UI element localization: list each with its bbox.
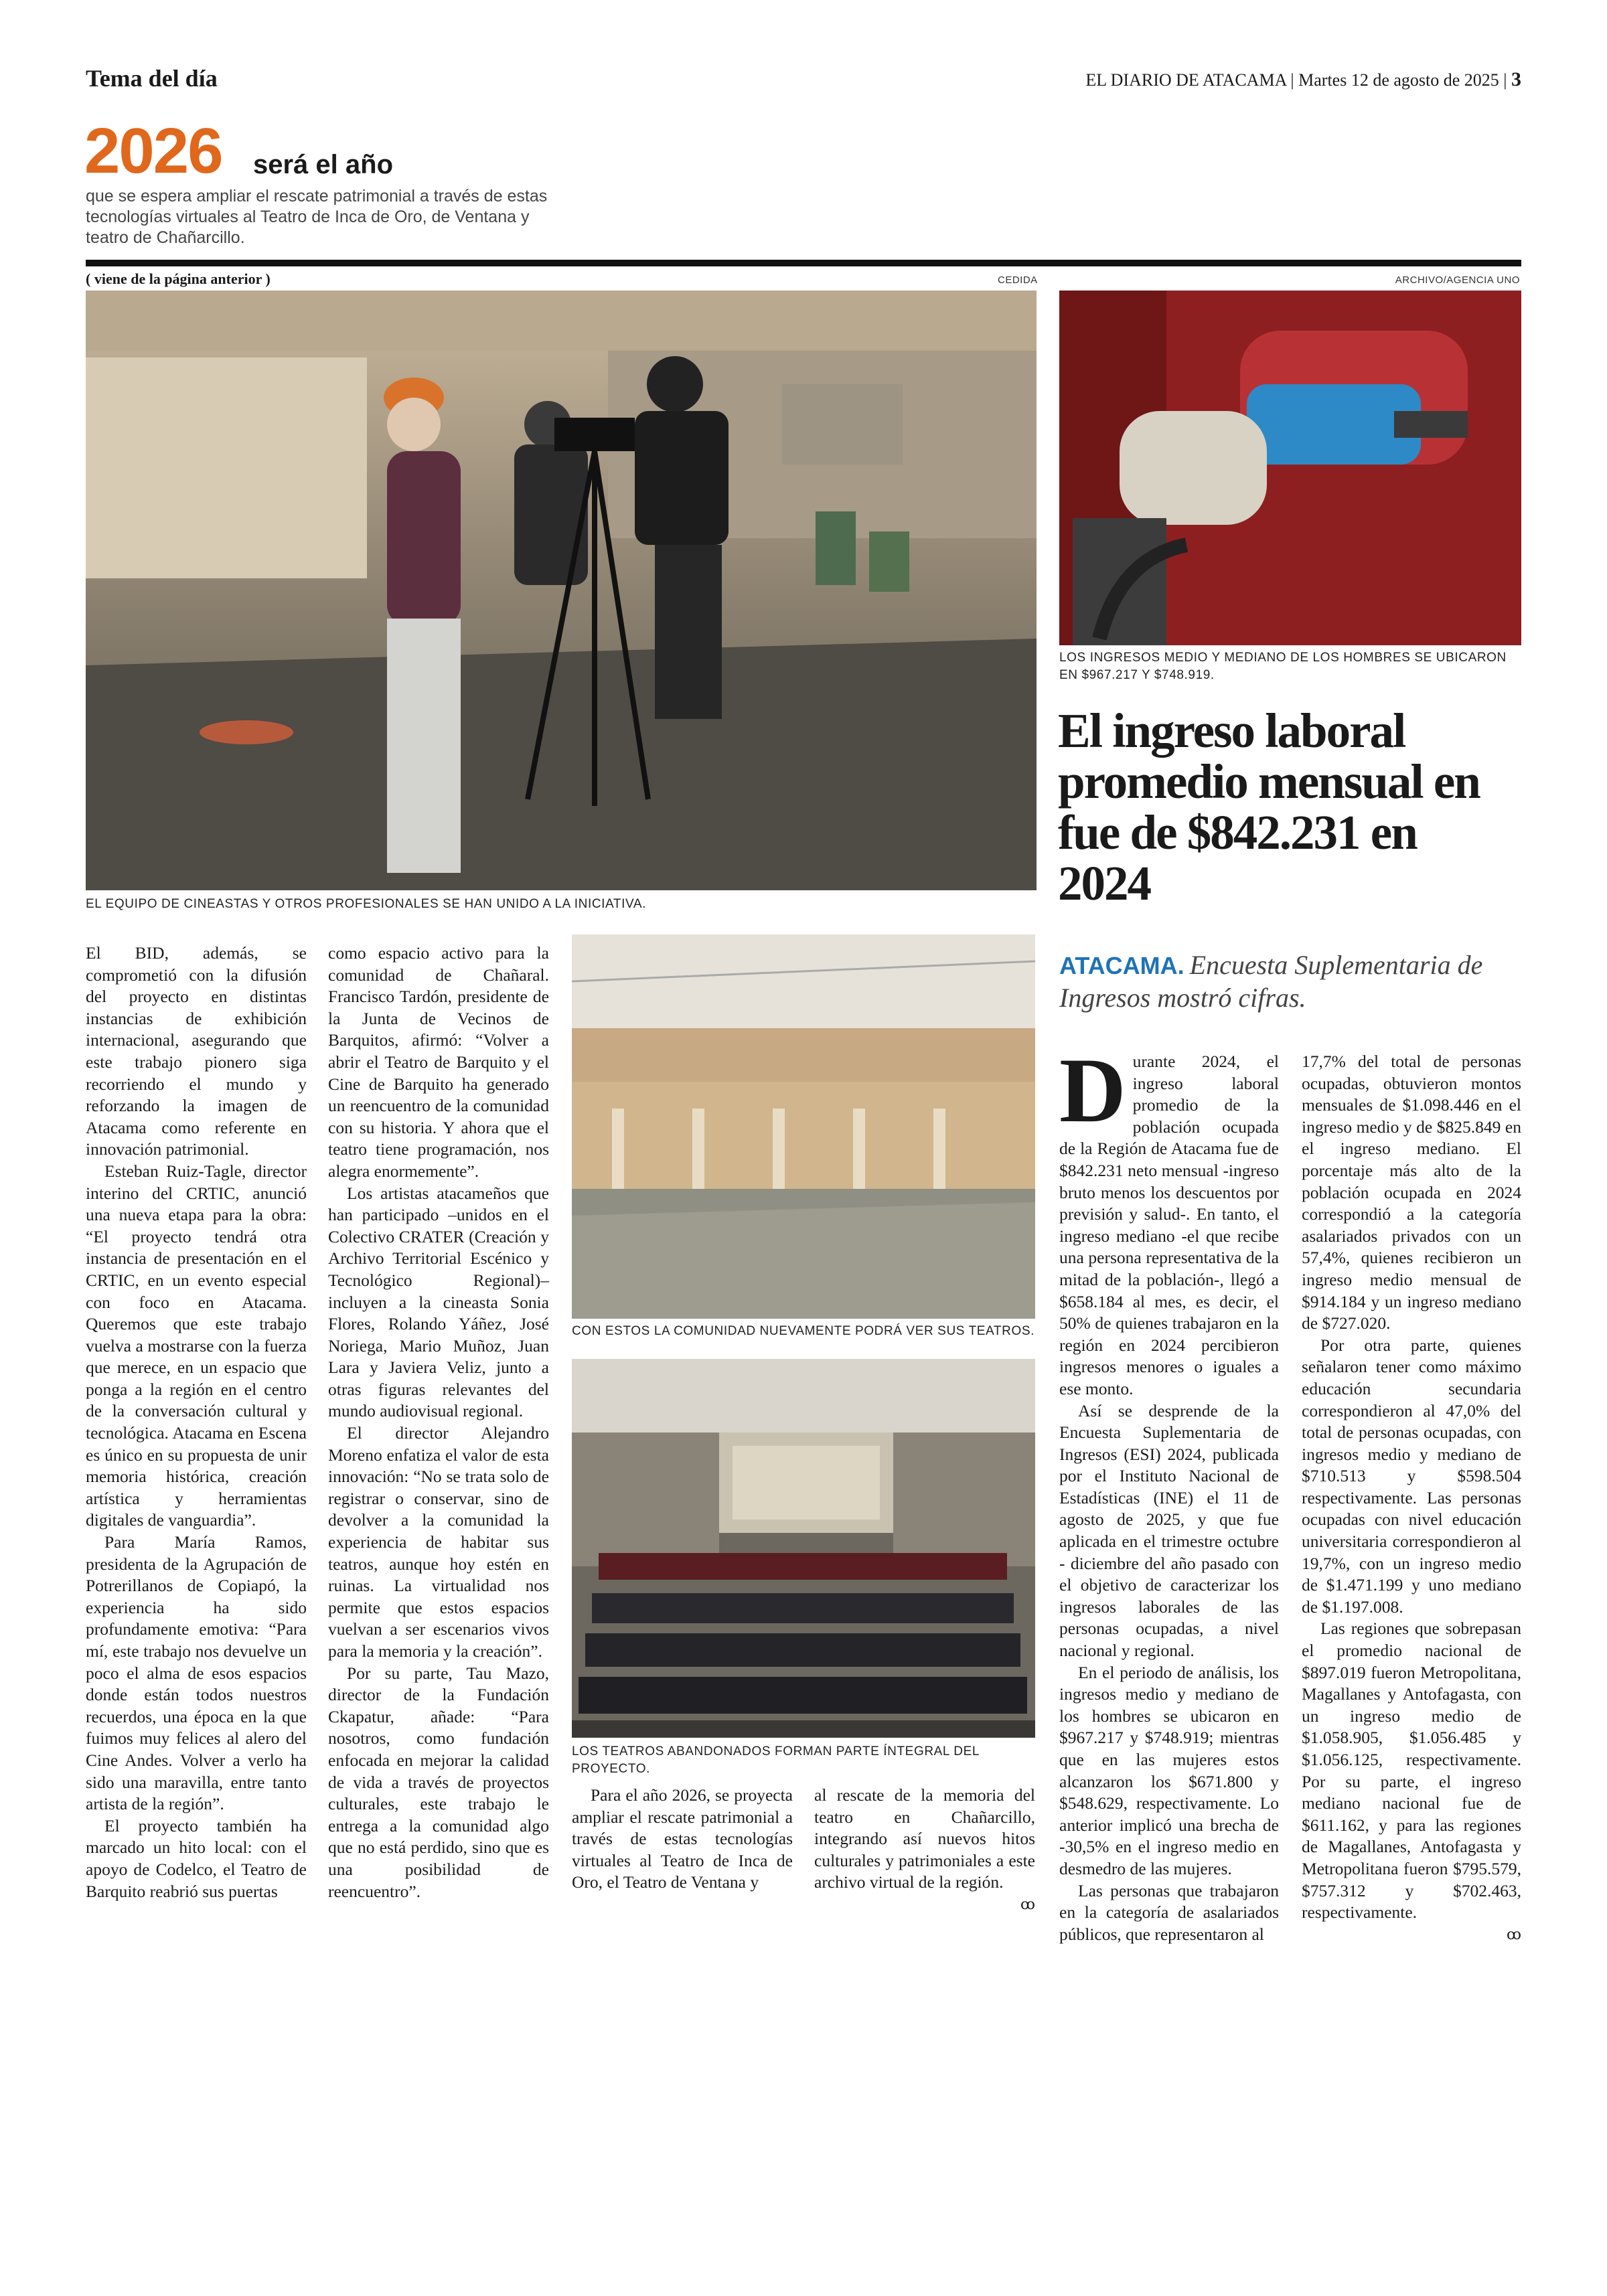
deck-text: Encuesta Suplementaria de Ingresos mostró cifras. bbox=[1059, 950, 1483, 1013]
kicker-year: 2026 bbox=[84, 115, 222, 187]
continued-note: ( viene de la página anterior ) bbox=[86, 270, 271, 287]
end-mark-icon: ꝏ bbox=[1507, 1925, 1521, 1943]
paragraph: Por otra parte, quienes señalaron tener como máximo educación secundaria correspondieron al 47,0% del total de personas ocupadas, con ingresos medio y mediano de $710.513 y $598.504 respectivamente. Las personas ocupadas con nivel educación universitaria correspondieron al 19,7%, con un ingreso medio de $1.471.199 y uno mediano de $1.197.008. bbox=[1302, 1335, 1521, 1617]
masthead bbox=[1085, 68, 1521, 91]
left-story-column-4 bbox=[814, 1785, 1035, 1916]
right-story-column-2 bbox=[1302, 1051, 1521, 1945]
end-mark-icon: ꝏ bbox=[1020, 1895, 1035, 1912]
photo-credit-main: CEDIDA bbox=[998, 274, 1038, 286]
newspaper-name: EL DIARIO DE ATACAMA bbox=[1085, 70, 1286, 90]
right-story-column-1 bbox=[1059, 1039, 1279, 1945]
paragraph: Así se desprende de la Encuesta Suplementaria de Ingresos (ESI) 2024, publicada por el Instituto Nacional de Estadísticas (INE) el 11 de agosto de 2025, y que fue aplicada en el trimestre octubre - diciembre del año pasado con el objetivo de caracterizar los ingresos laborales de las personas ocupadas, a nivel nacional y regional. bbox=[1059, 1400, 1279, 1661]
photo-credit-fuel: ARCHIVO/AGENCIA UNO bbox=[1395, 274, 1520, 286]
caption-fuel: LOS INGRESOS MEDIO Y MEDIANO DE LOS HOMBRES SE UBICARON EN $967.217 Y $748.919. bbox=[1059, 651, 1507, 682]
dropcap: D bbox=[1059, 1039, 1126, 1141]
photo-theater-seats bbox=[572, 1359, 1035, 1738]
paragraph: Las regiones que sobrepasan el promedio nacional de $897.019 fueron Metropolitana, Magallanes y Antofagasta, con un ingreso medio de $1.058.905, $1.056.485 y $1.056.125, respectivamente. Por su parte, el ingreso mediano nacional fue de $611.162, y para las regiones de Magallanes, Antofagasta y Metropolitana fueron $795.579, $757.312 y $702.463, respectivamente. bbox=[1302, 1619, 1521, 1922]
section-label: Tema del día bbox=[86, 65, 218, 92]
paragraph: El director Alejandro Moreno enfatiza el valor de esta innovación: “No se trata solo de registrar o conservar, sino de devolver a la comunidad la experiencia de habitar sus teatros, aunque hoy estén en ruinas. La virtualidad nos permite que estos espacios vuelvan a ser escenarios vivos para la memoria y la creación”. bbox=[328, 1423, 549, 1661]
kicker-title: será el año bbox=[253, 150, 394, 179]
section-divider bbox=[86, 260, 1521, 266]
caption-theater-hall: CON ESTOS LA COMUNIDAD NUEVAMENTE PODRÁ VER SUS TEATROS. bbox=[572, 1324, 1035, 1338]
page-number: 3 bbox=[1511, 68, 1521, 90]
paragraph: Para María Ramos, presidenta de la Agrupación de Potrerillanos de Copiapó, la experiencia ha sido profundamente emotiva: “Para mí, este trabajo nos devuelve un poco el alma de esos espacios donde están todos nuestros recuerdos, una época en la que fuimos muy felices al alero del Cine Andes. Volver a verlo ha sido una maravilla, entre tanto artista de la región”. bbox=[86, 1532, 307, 1814]
paragraph: El proyecto también ha marcado un hito local: con el apoyo de Codelco, el Teatro de Barquito reabrió sus puertas bbox=[86, 1815, 307, 1901]
photo-filmmakers bbox=[86, 291, 1037, 890]
paragraph: Los artistas atacameños que han participado –unidos en el Colectivo CRATER (Creación y Archivo Territorial Escénico y Tecnológico Regional)– incluyen a la cineasta Sonia Flores, Rolando Yáñez, José Noriega, Mario Muñoz, Juan Lara y Javiera Veliz, junto a otras figuras relevantes del mundo audiovisual regional. bbox=[328, 1183, 549, 1421]
left-story-column-3 bbox=[572, 1785, 793, 1894]
paragraph: El BID, además, se comprometió con la difusión del proyecto en distintas instancias de exhibición internacional, asegurando que este trabajo pionero siga recorriendo el mundo y reforzando la imagen de Atacama como referente en innovación patrimonial. bbox=[86, 943, 307, 1159]
paragraph: 17,7% del total de personas ocupadas, obtuvieron montos mensuales de $1.098.446 en el ingreso medio y de $825.849 en el ingreso mediano. El porcentaje más alto de la población ocupada en 2024 correspondió a la categoría asalariados privados con un 57,4%, quienes recibieron un ingreso medio mensual de $914.184 y un ingreso mediano de $727.020. bbox=[1302, 1052, 1521, 1333]
paragraph: Para el año 2026, se proyecta ampliar el rescate patrimonial a través de estas tecnologías virtuales al Teatro de Inca de Oro, el Teatro de Ventana y bbox=[572, 1785, 793, 1892]
caption-filmmakers: EL EQUIPO DE CINEASTAS Y OTROS PROFESIONALES SE HAN UNIDO A LA INICIATIVA. bbox=[86, 897, 646, 911]
paragraph: al rescate de la memoria del teatro en Chañarcillo, integrando así nuevos hitos culturales y patrimoniales a este archivo virtual de la región. bbox=[814, 1785, 1035, 1892]
paragraph-text: urante 2024, el ingreso laboral promedio de la población ocupada de la Región de Atacama fue de $842.231 neto mensual -ingreso bruto menos los descuentos por previsión y salud-. En tanto, el ingreso mediano -el que recibe una persona representativa de la mitad de la población-, llegó a $658.184 al mes, es decir, el 50% de quienes trabajaron en la región en 2024 percibieron ingresos menores o iguales a ese monto. bbox=[1059, 1052, 1279, 1398]
deck-location: ATACAMA. bbox=[1059, 952, 1184, 979]
paragraph: Las personas que trabajaron en la categoría de asalariados públicos, que representaron al bbox=[1059, 1880, 1279, 1944]
photo-theater-hall bbox=[572, 934, 1035, 1319]
deck bbox=[1059, 949, 1521, 1014]
photo-fuel-pump bbox=[1059, 291, 1521, 645]
paragraph: Por su parte, Tau Mazo, director de la Fundación Ckapatur, añade: “Para nosotros, como fundación enfocada en mejorar la calidad de vida a través de proyectos culturales, este trabajo le entrega a la comunidad algo que no está perdido, sino que es una posibilidad de reencuentro”. bbox=[328, 1663, 549, 1901]
paragraph: Esteban Ruiz-Tagle, director interino del CRTIC, anunció una nueva etapa para la obra: “El proyecto tendrá otra instancia de presentación en el CRTIC, en un evento especial con foco en Atacama. Queremos que este trabajo vuelva a mostrarse con la fuerza que merece, en un espacio que ponga a la región en el centro de la conversación cultural y tecnológica. Atacama en Escena es único en su propuesta de unir memoria histórica, creación artística y herramientas digitales de vanguardia”. bbox=[86, 1161, 307, 1530]
paragraph: En el periodo de análisis, los ingresos medio y mediano de los hombres se ubicaron en $967.217 y $748.919; mientras que en las mujeres estos alcanzaron los $671.800 y $548.629, respectivamente. Lo anterior implicó una brecha de -30,5% en el ingreso medio en desmedro de las mujeres. bbox=[1059, 1662, 1279, 1878]
kicker-text: que se espera ampliar el rescate patrimonial a través de estas tecnologías virtuales al Teatro de Inca de Oro, de Ventana y teatro de Chañarcillo. bbox=[86, 187, 548, 247]
paragraph bbox=[1059, 1039, 1279, 1400]
headline: El ingreso laboral promedio mensual en fue de $842.231 en 2024 bbox=[1058, 704, 1480, 910]
left-story-column-2 bbox=[328, 942, 549, 1902]
left-story-column-1 bbox=[86, 942, 307, 1902]
paragraph: como espacio activo para la comunidad de Chañaral. Francisco Tardón, presidente de la Junta de Vecinos de Barquitos, afirmó: “Volver a abrir el Teatro de Barquito y el Cine de Barquito ha generado un reencuentro de la comunidad con su historia. Y ahora que el teatro tiene programación, nos alegra enormemente”. bbox=[328, 943, 549, 1181]
issue-date: | Martes 12 de agosto de 2025 | bbox=[1290, 70, 1507, 90]
caption-theater-seats: LOS TEATROS ABANDONADOS FORMAN PARTE ÍNTEGRAL DEL PROYECTO. bbox=[572, 1744, 980, 1776]
